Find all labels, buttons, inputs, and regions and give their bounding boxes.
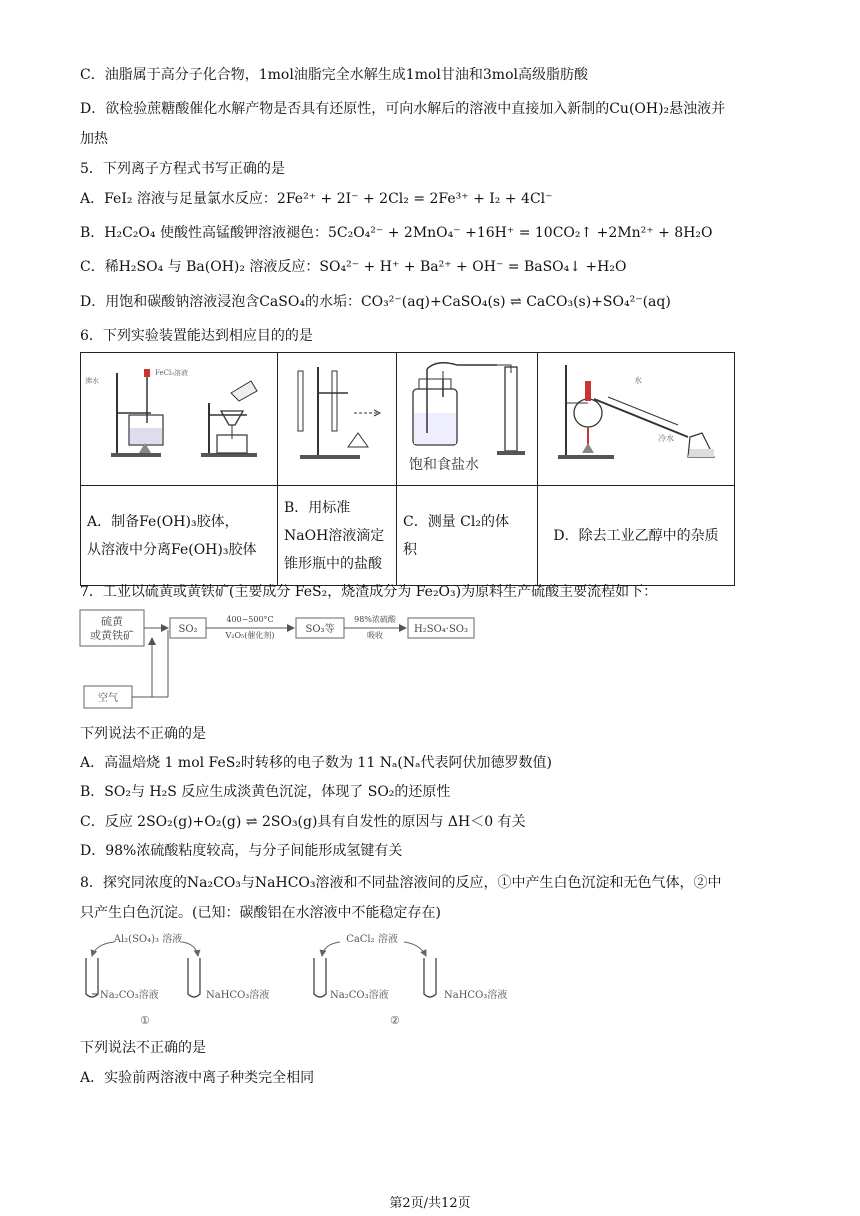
q5-option-c: C．稀H₂SO₄ 与 Ba(OH)₂ 溶液反应：SO₄²⁻ + H⁺ + Ba²⁺ + OH⁻ = BaSO₄↓ +H₂O [80, 259, 627, 275]
flow-box-product-text: H₂SO₄·SO₃ [413, 624, 469, 635]
q4-option-d: D．欲检验蔗糖酸催化水解产物是否具有还原性，可向水解后的溶液中直接加入新制的Cu(OH)₂悬浊液并 [80, 101, 726, 117]
q8-stem-cont: 只产生白色沉淀。(已知：碳酸铝在水溶液中不能稳定存在) [80, 905, 441, 921]
q7-option-d: D．98%浓硫酸粘度较高，与分子间能形成氢键有关 [80, 843, 403, 859]
q4-option-d-cont: 加热 [80, 131, 108, 147]
q5-option-a: A．FeI₂ 溶液与足量氯水反应：2Fe²⁺ + 2I⁻ + 2Cl₂ = 2Fe³⁺ + I₂ + 4Cl⁻ [80, 191, 553, 207]
flow-box-so2-text: SO₂ [178, 624, 198, 635]
q5-stem: 5．下列离子方程式书写正确的是 [80, 161, 285, 177]
experiment-1-label: ① [140, 1014, 150, 1027]
q5-option-b: B．H₂C₂O₄ 使酸性高锰酸钾溶液褪色：5C₂O₄²⁻ + 2MnO₄⁻ +16H⁺ = 10CO₂↑ +2Mn²⁺ + 8H₂O [80, 225, 713, 241]
caption-c-line2: 积 [403, 541, 417, 558]
flow-box-so3-text: SO₃等 [305, 624, 335, 635]
reagent-1-label: Al₂(SO₄)₃ 溶液 [113, 934, 183, 945]
caption-a-line2: 从溶液中分离Fe(OH)₃胶体 [87, 541, 257, 558]
water-out-label: 冷水 [658, 434, 674, 443]
q7-option-a: A．高温焙烧 1 mol FeS₂时转移的电子数为 11 Nₐ(Nₐ代表阿伏加德罗数值) [80, 755, 552, 771]
caption-c [397, 486, 538, 586]
flow-condition-acid: 98%浓硫酸 [354, 615, 396, 624]
experiment-2-label: ② [390, 1014, 400, 1027]
q8-question: 下列说法不正确的是 [80, 1040, 206, 1056]
q7-question: 下列说法不正确的是 [80, 726, 206, 742]
tube-2a [314, 958, 326, 997]
caption-b-line1: B．用标准 [284, 499, 351, 516]
q8-stem: 8．探究同浓度的Na₂CO₃与NaHCO₃溶液和不同盐溶液间的反应，①中产生白色沉淀和无色气体，②中 [80, 875, 722, 891]
apparatus-b-image [278, 353, 397, 486]
flow-condition-catalyst: V₂O₅(催化剂) [225, 631, 275, 640]
fecl3-label: FeCl₃溶液 [155, 369, 189, 377]
caption-d-line1: D．除去工业乙醇中的杂质 [553, 527, 719, 544]
caption-b-line3: 锥形瓶中的盐酸 [284, 555, 382, 572]
caption-b-line2: NaOH溶液滴定 [284, 527, 385, 544]
caption-a-line1: A．制备Fe(OH)₃胶体， [87, 513, 239, 530]
water-in-label: 水 [634, 376, 642, 385]
q5-option-d: D．用饱和碳酸钠溶液浸泡含CaSO₄的水垢：CO₃²⁻(aq)+CaSO₄(s) ⇌ CaCO₃(s)+SO₄²⁻(aq) [80, 294, 671, 310]
flow-box-raw-line2: 或黄铁矿 [90, 629, 134, 642]
caption-d [538, 486, 735, 586]
q7-option-c: C．反应 2SO₂(g)+O₂(g) ⇌ 2SO₃(g)具有自发性的原因与 ΔH＜0 有关 [80, 814, 526, 830]
q6-apparatus-table [80, 352, 735, 586]
caption-b [278, 486, 397, 586]
q6-stem: 6．下列实验装置能达到相应目的的是 [80, 328, 313, 344]
q7-stem: 7．工业以硫黄或黄铁矿(主要成分 FeS₂，烧渣成分为 Fe₂O₃)为原料生产硫酸主要流程如下： [80, 584, 658, 600]
caption-a [81, 486, 278, 586]
flow-condition-absorb: 吸收 [367, 631, 383, 640]
apparatus-c-image [397, 353, 538, 486]
flow-box-air-text: 空气 [98, 693, 118, 704]
q8-option-a: A．实验前两溶液中离子种类完全相同 [80, 1070, 315, 1086]
q4-option-c: C．油脂属于高分子化合物，1mol油脂完全水解生成1mol甘油和3mol高级脂肪酸 [80, 67, 588, 83]
caption-c-line1: C．测量 Cl₂的体 [403, 513, 509, 530]
flow-condition-temp: 400~500°C [226, 615, 274, 624]
boiling-water-label: 沸水 [85, 377, 99, 385]
tube-2a-label: Na₂CO₃溶液 [330, 990, 389, 1001]
tube-1a [86, 958, 98, 997]
q8-diagram [78, 928, 528, 1028]
q7-flowchart [78, 606, 498, 716]
tube-1b [188, 958, 200, 997]
reagent-2-label: CaCl₂ 溶液 [346, 934, 398, 945]
tube-1a-label: Na₂CO₃溶液 [100, 990, 159, 1001]
page-footer: 第2页/共12页 [389, 1196, 471, 1211]
flow-box-raw-line1: 硫黄 [101, 615, 123, 628]
saturated-brine-label: 饱和食盐水 [409, 457, 479, 473]
apparatus-d-image [538, 353, 735, 486]
apparatus-a-image [81, 353, 278, 486]
tube-1b-label: NaHCO₃溶液 [206, 990, 270, 1001]
tube-2b-label: NaHCO₃溶液 [444, 990, 508, 1001]
tube-2b [424, 958, 436, 997]
q7-option-b: B．SO₂与 H₂S 反应生成淡黄色沉淀，体现了 SO₂的还原性 [80, 784, 451, 800]
